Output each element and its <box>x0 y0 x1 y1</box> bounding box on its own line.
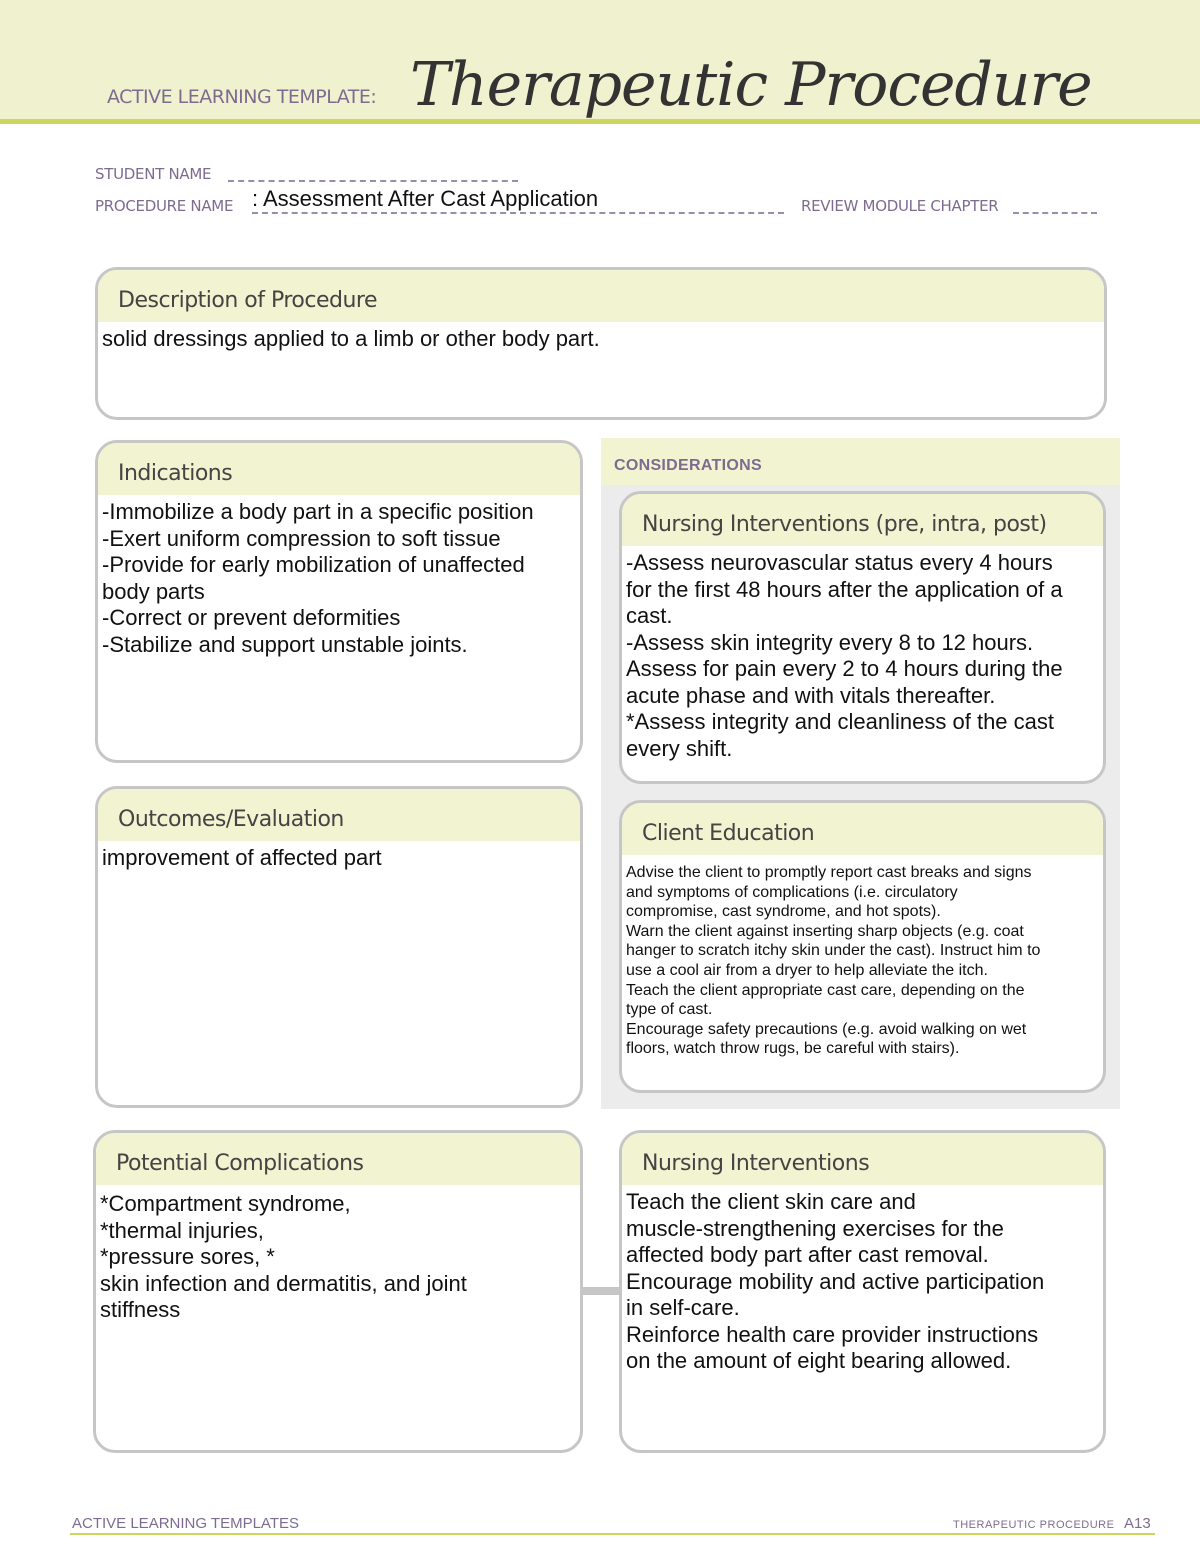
text-line: every shift. <box>626 735 733 761</box>
complications-title: Potential Complications <box>96 1133 580 1185</box>
text-line: Encourage safety precautions (e.g. avoid walking on wet <box>626 1020 1027 1038</box>
text-line: body parts <box>102 578 205 604</box>
nursing-pre-title: Nursing Interventions (pre, intra, post) <box>622 494 1103 546</box>
outcomes-body <box>98 841 580 872</box>
text-line: cast. <box>626 603 673 628</box>
text-line: floors, watch throw rugs, be careful with stairs). <box>626 1040 960 1058</box>
review-module-label: REVIEW MODULE CHAPTER <box>801 197 999 215</box>
text-line: -Assess neurovascular status every 4 hours <box>626 550 1053 575</box>
text-line: -Immobilize a body part in a specific position <box>102 499 534 524</box>
text-line: -Assess skin integrity every 8 to 12 hours. <box>626 629 1034 655</box>
description-box <box>95 267 1107 420</box>
text-line: Teach the client appropriate cast care, depending on the <box>626 981 1025 999</box>
description-body <box>98 322 1104 353</box>
text-line: Reinforce health care provider instructions <box>626 1321 1039 1347</box>
text-line: type of cast. <box>626 1001 713 1019</box>
footer-right: THERAPEUTIC PROCEDURE <box>953 1519 1115 1531</box>
text-line: acute phase and with vitals thereafter. <box>626 682 996 708</box>
student-name-label: STUDENT NAME <box>95 165 212 183</box>
text-line: Warn the client against inserting sharp objects (e.g. coat <box>626 922 1024 940</box>
nursing-title: Nursing Interventions <box>622 1133 1103 1185</box>
page-number: A13 <box>1124 1515 1151 1532</box>
footer-left: ACTIVE LEARNING TEMPLATES <box>72 1515 299 1532</box>
text-line: affected body part after cast removal. <box>626 1242 989 1267</box>
text-line: and symptoms of complications (i.e. circulatory <box>626 883 958 901</box>
text-line: in self-care. <box>626 1295 740 1320</box>
text-line: *Compartment syndrome, <box>100 1191 351 1216</box>
procedure-name-label: PROCEDURE NAME <box>95 197 234 215</box>
description-title: Description of Procedure <box>98 270 1104 322</box>
indications-body <box>98 495 580 658</box>
client-education-title: Client Education <box>622 803 1103 855</box>
text-line: -Stabilize and support unstable joints. <box>102 631 468 657</box>
text-line: *pressure sores, * <box>100 1244 275 1269</box>
text-line: compromise, cast syndrome, and hot spots). <box>626 903 941 921</box>
text-line: on the amount of eight bearing allowed. <box>626 1348 1012 1373</box>
template-label: ACTIVE LEARNING TEMPLATE: <box>107 86 377 108</box>
complications-body <box>96 1185 580 1324</box>
text-line: stiffness <box>100 1297 181 1322</box>
text-line: Assess for pain every 2 to 4 hours during the <box>626 656 1063 681</box>
nursing-pre-box <box>619 491 1106 784</box>
considerations-title: CONSIDERATIONS <box>601 438 1120 485</box>
text-line: solid dressings applied to a limb or other body part. <box>102 326 600 351</box>
text-line: muscle-strengthening exercises for the <box>626 1215 1004 1241</box>
nursing-body <box>622 1185 1103 1375</box>
text-line: Teach the client skin care and <box>626 1189 916 1214</box>
complications-box <box>93 1130 583 1453</box>
text-line: -Exert uniform compression to soft tissue <box>102 525 501 551</box>
text-line: *thermal injuries, <box>100 1217 264 1243</box>
text-line: hanger to scratch itchy skin under the cast). Instruct him to <box>626 942 1041 960</box>
text-line: skin infection and dermatitis, and joint <box>100 1270 467 1296</box>
text-line: Advise the client to promptly report cast breaks and signs <box>626 864 1032 881</box>
student-name-field[interactable] <box>228 160 518 182</box>
nursing-pre-body <box>622 546 1103 762</box>
review-module-field[interactable] <box>1013 194 1097 214</box>
text-line: -Correct or prevent deformities <box>102 605 401 630</box>
text-line: *Assess integrity and cleanliness of the cast <box>626 709 1055 734</box>
text-line: improvement of affected part <box>102 845 382 870</box>
footer-line <box>70 1533 1155 1535</box>
text-line: Encourage mobility and active participation <box>626 1268 1045 1294</box>
outcomes-box <box>95 786 583 1108</box>
indications-title: Indications <box>98 443 580 495</box>
text-line: for the first 48 hours after the application of a <box>626 576 1063 602</box>
text-line: use a cool air from a dryer to help alleviate the itch. <box>626 961 988 979</box>
text-line: -Provide for early mobilization of unaffected <box>102 552 525 577</box>
procedure-name-field[interactable]: : Assessment After Cast Application <box>252 186 784 214</box>
outcomes-title: Outcomes/Evaluation <box>98 789 580 841</box>
client-education-body <box>622 855 1103 1059</box>
connector <box>583 1287 621 1295</box>
nursing-box <box>619 1130 1106 1453</box>
indications-box <box>95 440 583 763</box>
client-education-box <box>619 800 1106 1093</box>
page-title: Therapeutic Procedure <box>410 50 1092 120</box>
